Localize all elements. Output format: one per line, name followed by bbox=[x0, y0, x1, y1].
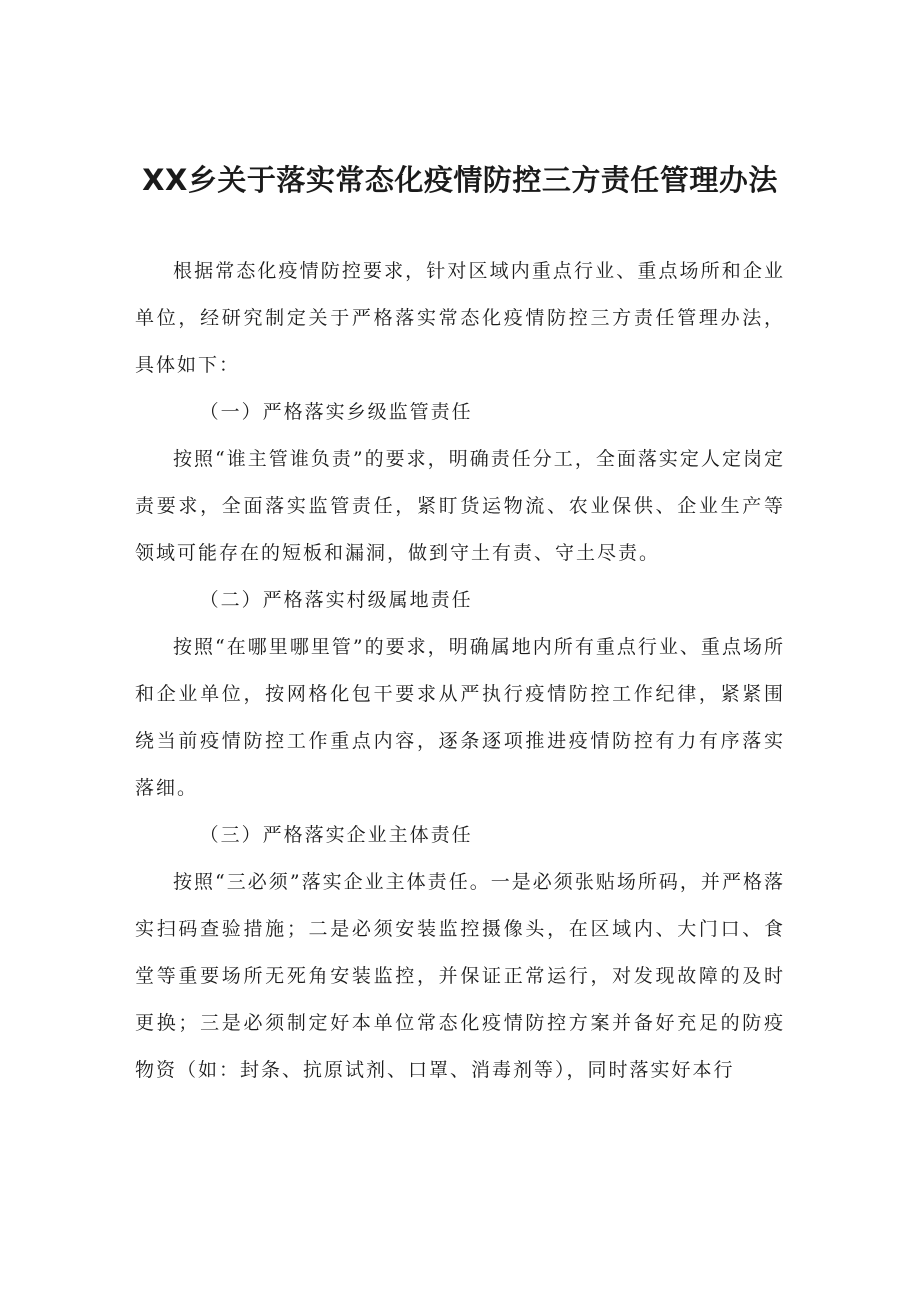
section-paragraph-3: 按照“三必须”落实企业主体责任。一是必须张贴场所码，并严格落实扫码查验措施；二是必须安装监控摄像头，在区域内、大门口、食堂等重要场所无死角安装监控，并保证正常运行，对发现故障的及时更换；三是必须制定好本单位常态化疫情防控方案并备好充足的防疫物资（如：封条、抗原试剂、口罩、消毒剂等），同时落实好本行 bbox=[135, 871, 785, 1081]
section-heading-2: （二）严格落实村级属地责任 bbox=[199, 589, 473, 611]
section-heading-1: （一）严格落实乡级监管责任 bbox=[199, 401, 473, 423]
document-title: XX乡关于落实常态化疫情防控三方责任管理办法 bbox=[142, 163, 778, 197]
document-body bbox=[135, 248, 785, 1094]
section-heading-3: （三）严格落实企业主体责任 bbox=[199, 824, 473, 846]
section-paragraph-2: 按照“在哪里哪里管”的要求，明确属地内所有重点行业、重点场所和企业单位，按网格化包干要求从严执行疫情防控工作纪律，紧紧围绕当前疫情防控工作重点内容，逐条逐项推进疫情防控有力有序落实落细。 bbox=[135, 636, 785, 799]
intro-paragraph: 根据常态化疫情防控要求，针对区域内重点行业、重点场所和企业单位，经研究制定关于严格落实常态化疫情防控三方责任管理办法，具体如下： bbox=[135, 260, 785, 376]
section-paragraph-1: 按照“谁主管谁负责”的要求，明确责任分工，全面落实定人定岗定责要求，全面落实监管责任，紧盯货运物流、农业保供、企业生产等领域可能存在的短板和漏洞，做到守土有责、守土尽责。 bbox=[135, 448, 785, 564]
